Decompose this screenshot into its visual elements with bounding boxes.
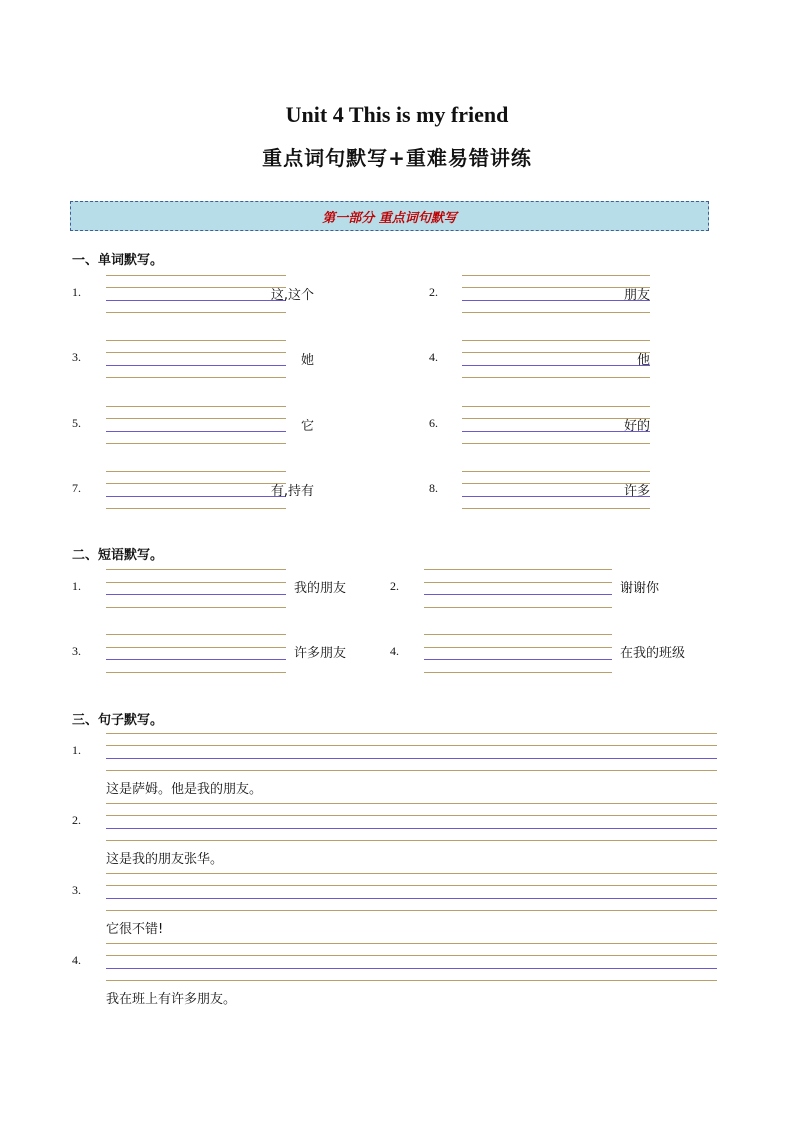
word-hint-label: 他 <box>636 353 650 368</box>
item-number: 4. <box>429 350 438 364</box>
writing-line <box>106 594 286 595</box>
writing-line <box>424 569 612 570</box>
word-hint-label: 许多 <box>623 484 650 499</box>
writing-line <box>106 672 286 673</box>
writing-line <box>462 406 650 407</box>
item-number: 3. <box>72 644 81 658</box>
writing-line <box>106 582 286 583</box>
writing-line <box>462 443 650 444</box>
writing-lines[interactable] <box>106 943 717 980</box>
writing-line <box>106 803 717 804</box>
writing-line <box>106 607 286 608</box>
item-number: 1. <box>72 579 81 593</box>
writing-line <box>106 840 717 841</box>
writing-line <box>106 770 717 771</box>
item-number: 4. <box>72 953 81 967</box>
writing-line <box>424 607 612 608</box>
item-number: 3. <box>72 883 81 897</box>
phrase-hint-label: 许多朋友 <box>294 646 347 661</box>
writing-line <box>106 569 286 570</box>
item-number: 4. <box>390 644 399 658</box>
writing-lines[interactable] <box>106 634 286 672</box>
writing-line <box>424 659 612 660</box>
sentence-hint-label: 这是我的朋友张华。 <box>106 852 224 867</box>
writing-line <box>424 582 612 583</box>
item-number: 6. <box>429 416 438 430</box>
writing-line <box>106 828 717 829</box>
word-hint-label: 有,持有 <box>270 484 314 499</box>
writing-lines[interactable] <box>106 569 286 607</box>
section-banner <box>70 201 709 231</box>
item-number: 2. <box>429 285 438 299</box>
writing-line <box>106 508 286 509</box>
writing-line <box>106 885 717 886</box>
word-hint-label: 好的 <box>623 419 650 434</box>
writing-lines[interactable] <box>424 569 612 607</box>
phrase-hint-label: 谢谢你 <box>620 581 660 596</box>
item-number: 5. <box>72 416 81 430</box>
writing-line <box>106 471 286 472</box>
page-title: Unit 4 This is my friend <box>285 102 509 127</box>
writing-line <box>106 647 286 648</box>
word-hint-label: 她 <box>300 353 314 368</box>
writing-line <box>106 758 717 759</box>
writing-line <box>106 443 286 444</box>
writing-line <box>106 659 286 660</box>
writing-line <box>462 312 650 313</box>
page-subtitle: 重点词句默写+重难易错讲练 <box>262 146 532 170</box>
word-hint-label: 它 <box>300 419 314 434</box>
writing-line <box>106 898 717 899</box>
item-number: 8. <box>429 481 438 495</box>
writing-line <box>462 275 650 276</box>
section-heading-words: 一、单词默写。 <box>72 253 164 268</box>
writing-line <box>106 815 717 816</box>
banner-text: 第一部分 重点词句默写 <box>322 210 457 226</box>
item-number: 1. <box>72 285 81 299</box>
writing-lines[interactable] <box>106 733 717 770</box>
writing-lines[interactable] <box>424 634 612 672</box>
writing-line <box>106 745 717 746</box>
writing-lines[interactable] <box>106 873 717 910</box>
writing-line <box>424 634 612 635</box>
writing-line <box>462 471 650 472</box>
phrase-hint-label: 我的朋友 <box>294 581 347 596</box>
writing-lines[interactable] <box>106 803 717 840</box>
word-hint-label: 这,这个 <box>270 288 314 303</box>
writing-line <box>106 910 717 911</box>
writing-line <box>462 508 650 509</box>
writing-line <box>106 968 717 969</box>
writing-line <box>106 340 286 341</box>
writing-line <box>106 980 717 981</box>
sentence-hint-label: 它很不错! <box>106 922 164 937</box>
writing-line <box>106 275 286 276</box>
item-number: 1. <box>72 743 81 757</box>
writing-line <box>106 943 717 944</box>
writing-line <box>424 672 612 673</box>
writing-line <box>106 377 286 378</box>
section-heading-sentences: 三、句子默写。 <box>72 713 164 728</box>
writing-line <box>424 647 612 648</box>
section-heading-phrases: 二、短语默写。 <box>72 548 164 563</box>
word-hint-label: 朋友 <box>623 288 650 303</box>
writing-line <box>106 634 286 635</box>
writing-line <box>106 733 717 734</box>
writing-line <box>106 955 717 956</box>
item-number: 2. <box>72 813 81 827</box>
writing-line <box>462 377 650 378</box>
item-number: 2. <box>390 579 399 593</box>
writing-line <box>106 873 717 874</box>
phrase-hint-label: 在我的班级 <box>620 646 686 661</box>
writing-line <box>462 340 650 341</box>
sentence-hint-label: 我在班上有许多朋友。 <box>106 992 237 1007</box>
item-number: 7. <box>72 481 81 495</box>
writing-line <box>106 406 286 407</box>
writing-line <box>424 594 612 595</box>
item-number: 3. <box>72 350 81 364</box>
sentence-hint-label: 这是萨姆。他是我的朋友。 <box>106 782 263 797</box>
writing-line <box>106 312 286 313</box>
